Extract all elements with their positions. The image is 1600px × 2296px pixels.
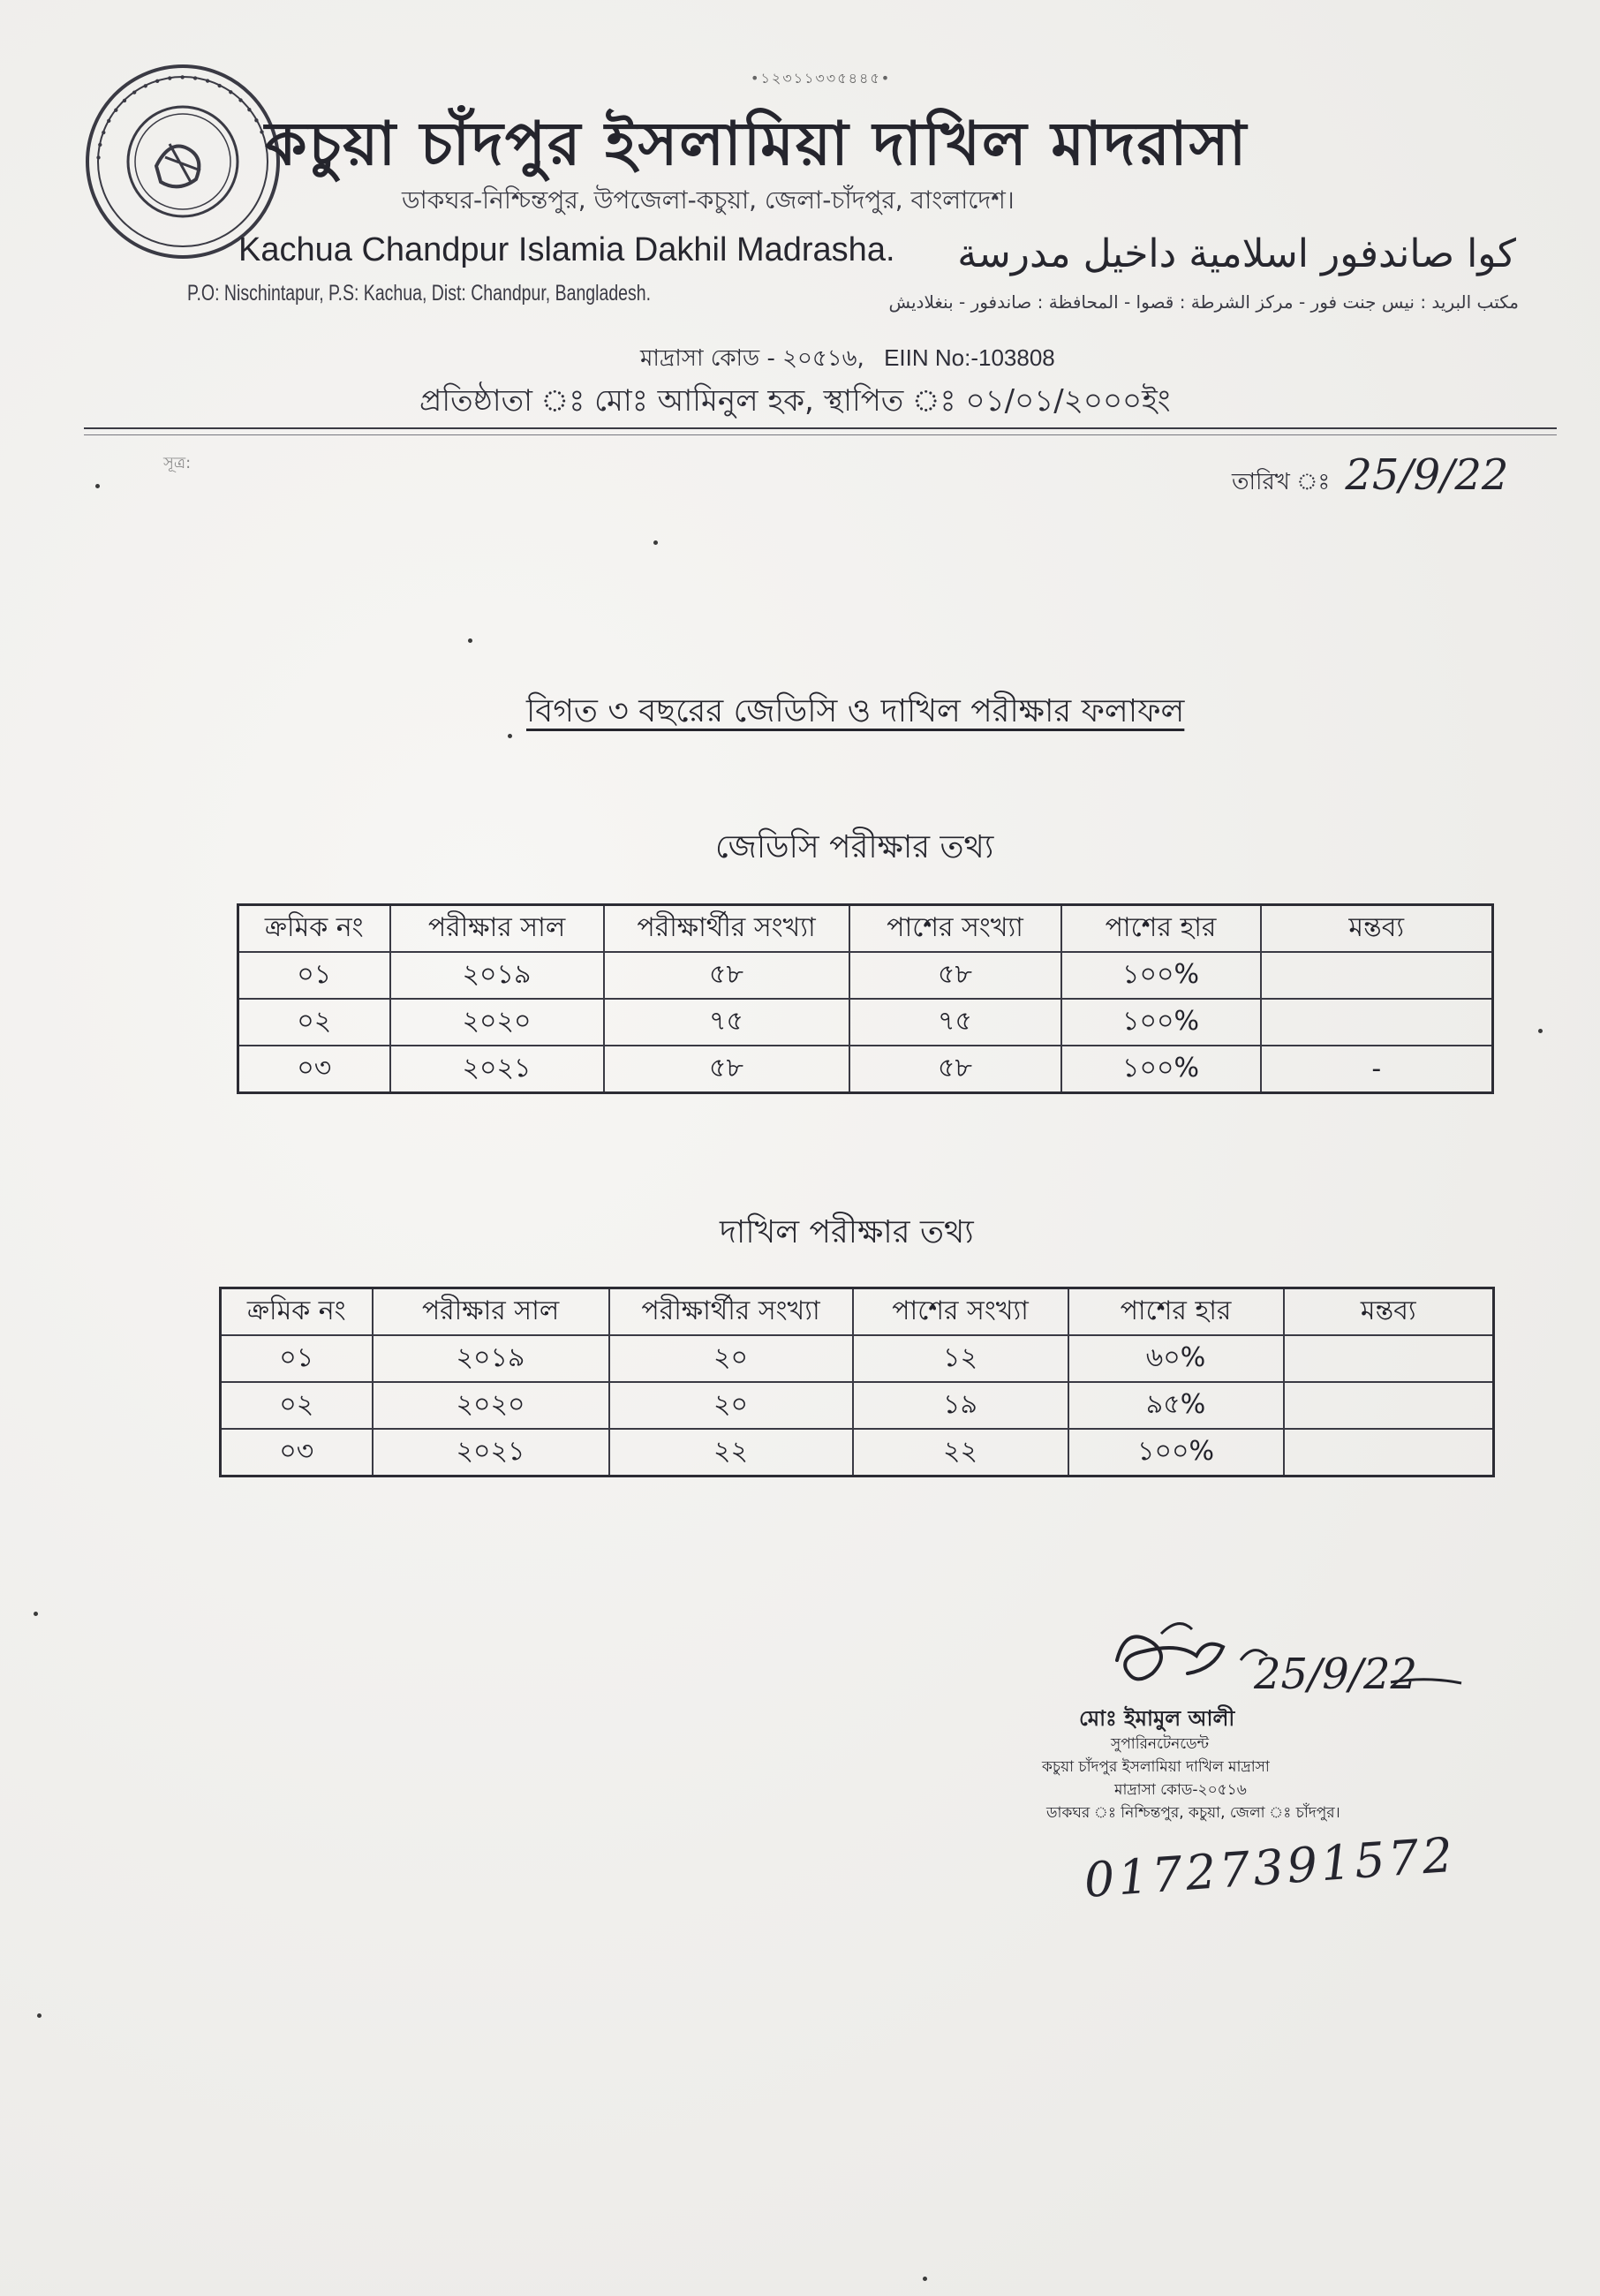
institution-name-bengali: কচুয়া চাঁদপুর ইসলামিয়া দাখিল মাদরাসা	[265, 109, 1249, 179]
table-cell: ২০২১	[373, 1429, 609, 1477]
table-cell: ২০	[609, 1382, 853, 1429]
table-cell: ৬০%	[1068, 1335, 1284, 1382]
table-cell: ১০০%	[1061, 952, 1261, 999]
table-cell: ২২	[609, 1429, 853, 1477]
table-cell: ২০	[609, 1335, 853, 1382]
header-serial-text: •১২৩১১৩৩৫৪৪৫•	[751, 70, 892, 87]
column-header: পরীক্ষার্থীর সংখ্যা	[609, 1288, 853, 1336]
institution-name-arabic: كوا صاندفور اسلامية داخيل مدرسة	[957, 231, 1516, 276]
column-header: পাশের সংখ্যা	[849, 905, 1061, 953]
table-cell: ২০১৯	[390, 952, 604, 999]
institution-address-arabic: مكتب البريد : نيس جنت فور - مركز الشرطة : قصوا - المحافظة : صاندفور - بنغلاديش	[888, 291, 1519, 313]
table-cell	[1284, 1382, 1494, 1429]
table-cell	[1284, 1429, 1494, 1477]
table-cell: ০৩	[221, 1429, 373, 1477]
scan-speck	[95, 484, 100, 488]
institution-name-english: Kachua Chandpur Islamia Dakhil Madrasha.	[238, 231, 895, 268]
table-cell	[1261, 952, 1493, 999]
table-cell: ০১	[238, 952, 390, 999]
scan-speck	[653, 540, 658, 545]
header-divider-thin	[84, 434, 1557, 435]
table-row	[238, 1046, 1493, 1093]
reference-label: সূত্র:	[163, 454, 192, 472]
table-header-row	[238, 905, 1493, 953]
scan-speck	[923, 2277, 927, 2281]
table-cell: ৫৮	[849, 952, 1061, 999]
jdc-section-title: জেডিসি পরীক্ষার তথ্য	[715, 829, 994, 865]
table-cell	[1261, 999, 1493, 1046]
table-cell: ০১	[221, 1335, 373, 1382]
phone-number: 01727391572	[1082, 1826, 1459, 1908]
signatory-address: ডাকঘর ঃ নিশ্চিন্তপুর, কচুয়া, জেলা ঃ চাঁদপুর।	[1046, 1804, 1340, 1822]
dakhil-results-table	[219, 1287, 1495, 1477]
signatory-institution: কচুয়া চাঁদপুর ইসলামিয়া দাখিল মাদ্রাসা	[1042, 1758, 1270, 1776]
table-cell: ১০০%	[1068, 1429, 1284, 1477]
scan-speck	[1538, 1029, 1543, 1033]
table-cell: ৭৫	[849, 999, 1061, 1046]
column-header: পাশের সংখ্যা	[853, 1288, 1068, 1336]
table-cell: ৫৮	[604, 952, 849, 999]
table-header-row	[221, 1288, 1494, 1336]
table-cell: ২০২০	[390, 999, 604, 1046]
column-header: মন্তব্য	[1284, 1288, 1494, 1336]
signature-date: 25/9/22	[1254, 1650, 1418, 1699]
table-cell: ৫৮	[849, 1046, 1061, 1093]
column-header: পরীক্ষার্থীর সংখ্যা	[604, 905, 849, 953]
table-cell: ১২	[853, 1335, 1068, 1382]
signatory-title: সুপারিনটেনডেন্ট	[1111, 1735, 1210, 1753]
column-header: মন্তব্য	[1261, 905, 1493, 953]
scan-speck	[468, 638, 472, 643]
scan-speck	[508, 734, 512, 738]
table-cell: ২০২১	[390, 1046, 604, 1093]
column-header: পাশের হার	[1068, 1288, 1284, 1336]
dakhil-section-title: দাখিল পরীক্ষার তথ্য	[720, 1214, 974, 1250]
jdc-results-table	[237, 903, 1494, 1094]
table-cell: ৯৫%	[1068, 1382, 1284, 1429]
signatory-name: মোঃ ইমামুল আলী	[1079, 1706, 1235, 1731]
column-header: ক্রমিক নং	[221, 1288, 373, 1336]
table-cell: -	[1261, 1046, 1493, 1093]
date-label: তারিখ ঃ	[1232, 469, 1331, 495]
table-cell: ২২	[853, 1429, 1068, 1477]
table-cell: ০৩	[238, 1046, 390, 1093]
column-header: পরীক্ষার সাল	[390, 905, 604, 953]
table-cell: ২০১৯	[373, 1335, 609, 1382]
table-cell: ৫৮	[604, 1046, 849, 1093]
column-header: পাশের হার	[1061, 905, 1261, 953]
table-row	[221, 1382, 1494, 1429]
scan-speck	[37, 2013, 42, 2018]
institution-address-english: P.O: Nischintapur, P.S: Kachua, Dist: Chandpur, Bangladesh.	[187, 281, 652, 306]
table-row	[238, 952, 1493, 999]
table-cell: ০২	[238, 999, 390, 1046]
table-row	[221, 1335, 1494, 1382]
column-header: ক্রমিক নং	[238, 905, 390, 953]
date-block	[1232, 450, 1508, 502]
table-row	[221, 1429, 1494, 1477]
table-cell: ১০০%	[1061, 999, 1261, 1046]
column-header: পরীক্ষার সাল	[373, 1288, 609, 1336]
madrasa-code: মাদ্রাসা কোড - ২০৫১৬,	[640, 345, 864, 372]
svg-text:• • • • • • • • • • • • • • •: • • • • • • • • • • • • • • • • • • •	[90, 69, 270, 162]
table-cell: ০২	[221, 1382, 373, 1429]
document-title: বিগত ৩ বছরের জেডিসি ও দাখিল পরীক্ষার ফলাফল	[526, 693, 1185, 729]
table-cell: ২০২০	[373, 1382, 609, 1429]
header-divider	[84, 427, 1557, 429]
eiin-number: EIIN No:-103808	[884, 344, 1055, 371]
table-cell: ১০০%	[1061, 1046, 1261, 1093]
signatory-madrasa-code: মাদ্রাসা কোড-২০৫১৬	[1114, 1781, 1247, 1799]
institution-address-bengali: ডাকঘর-নিশ্চিন্তপুর, উপজেলা-কচুয়া, জেলা-চাঁদপুর, বাংলাদেশ।	[402, 185, 1015, 215]
table-cell	[1284, 1335, 1494, 1382]
founder-line: প্রতিষ্ঠাতা ঃ মোঃ আমিনুল হক, স্থাপিত ঃ ০১/০১/২০০০ইং	[419, 383, 1171, 419]
table-row	[238, 999, 1493, 1046]
scan-speck	[34, 1612, 38, 1616]
madrasa-code-line	[640, 340, 1055, 379]
table-cell: ১৯	[853, 1382, 1068, 1429]
table-cell: ৭৫	[604, 999, 849, 1046]
date-value: 25/9/22	[1345, 450, 1509, 500]
